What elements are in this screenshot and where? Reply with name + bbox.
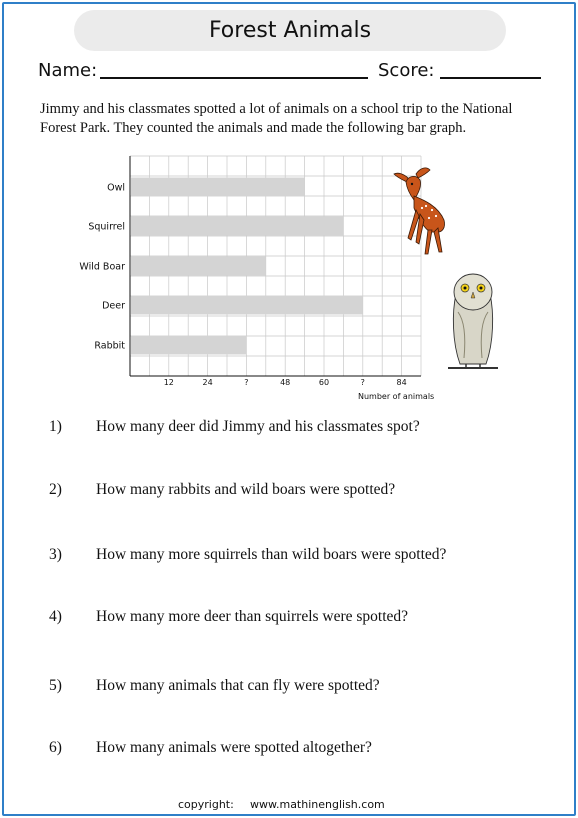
- x-tick-label: 48: [280, 378, 291, 387]
- question-text: How many more deer than squirrels were spotted?: [96, 608, 409, 625]
- chart-bars: [131, 178, 363, 355]
- question-text: How many animals that can fly were spotted?: [96, 677, 380, 694]
- question-text: How many animals were spotted altogether?: [96, 739, 372, 756]
- owl-icon: [448, 274, 498, 369]
- intro-text: Jimmy and his classmates spotted a lot of animals on a school trip to the National Forest Park. They counted the animals and made the following bar graph.: [40, 101, 513, 136]
- question-number: 4): [49, 608, 62, 625]
- chart-category-labels: [79, 183, 125, 352]
- x-tick-label: 12: [163, 378, 174, 387]
- x-tick-label: 84: [396, 378, 407, 387]
- question-text: How many more squirrels than wild boars were spotted?: [96, 546, 447, 563]
- name-label: Name:: [38, 60, 98, 81]
- question-number: 3): [49, 546, 62, 563]
- question-number: 1): [49, 418, 62, 435]
- bar-rabbit: [131, 336, 246, 355]
- bar-squirrel: [131, 217, 343, 236]
- chart-tick-labels: [164, 378, 407, 387]
- question-text: How many deer did Jimmy and his classmates spot?: [96, 418, 420, 435]
- x-tick-label: 60: [318, 378, 330, 387]
- bar-deer: [131, 296, 363, 315]
- category-label: Wild Boar: [79, 261, 125, 273]
- x-tick-label: ?: [244, 378, 249, 387]
- category-label: Owl: [107, 182, 125, 194]
- category-label: Squirrel: [88, 221, 125, 233]
- page-title: Forest Animals: [74, 10, 506, 51]
- category-label: Deer: [102, 300, 125, 312]
- question-number: 6): [49, 739, 62, 756]
- website-link[interactable]: www.mathinenglish.com: [250, 798, 385, 811]
- question-text: How many rabbits and wild boars were spotted?: [96, 481, 396, 498]
- score-label: Score:: [378, 60, 435, 81]
- copyright-label: copyright:: [178, 798, 234, 811]
- question-number: 2): [49, 481, 62, 498]
- question-number: 5): [49, 677, 62, 694]
- x-axis-label: Number of animals: [358, 392, 435, 401]
- x-tick-label: 24: [202, 378, 213, 387]
- bar-owl: [131, 178, 305, 197]
- category-label: Rabbit: [94, 340, 125, 352]
- bar-wild-boar: [131, 257, 266, 276]
- x-tick-label: ?: [360, 378, 365, 387]
